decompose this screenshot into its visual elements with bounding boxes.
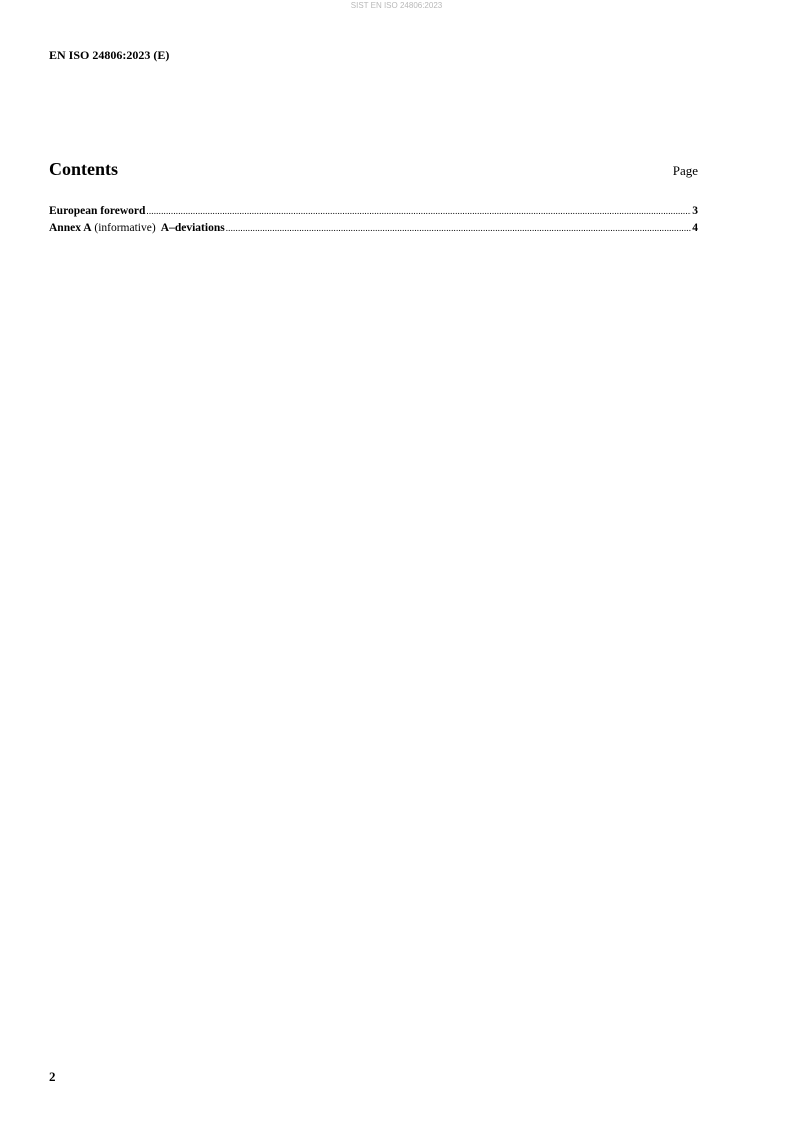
page-number: 2 — [49, 1069, 56, 1084]
page-column-label: Page — [672, 163, 698, 178]
toc-entry-annex-a[interactable] — [49, 220, 698, 237]
toc-entry-label: European foreword — [49, 205, 146, 217]
toc-dot-leader — [226, 220, 692, 237]
contents-heading-row — [49, 159, 698, 180]
toc-entry-european-foreword[interactable] — [49, 203, 698, 220]
toc-entry-label: Annex A — [49, 222, 92, 234]
toc-dot-leader — [146, 203, 691, 220]
toc-entry-page: 4 — [692, 222, 698, 234]
table-of-contents — [49, 203, 698, 237]
contents-title: Contents — [49, 159, 119, 179]
document-identifier: EN ISO 24806:2023 (E) — [49, 48, 170, 62]
toc-entry-annex-title: A–deviations — [158, 222, 225, 234]
toc-entry-annex-type: (informative) — [91, 222, 159, 234]
toc-entry-page: 3 — [692, 205, 698, 217]
watermark: SIST EN ISO 24806:2023 — [350, 1, 443, 10]
